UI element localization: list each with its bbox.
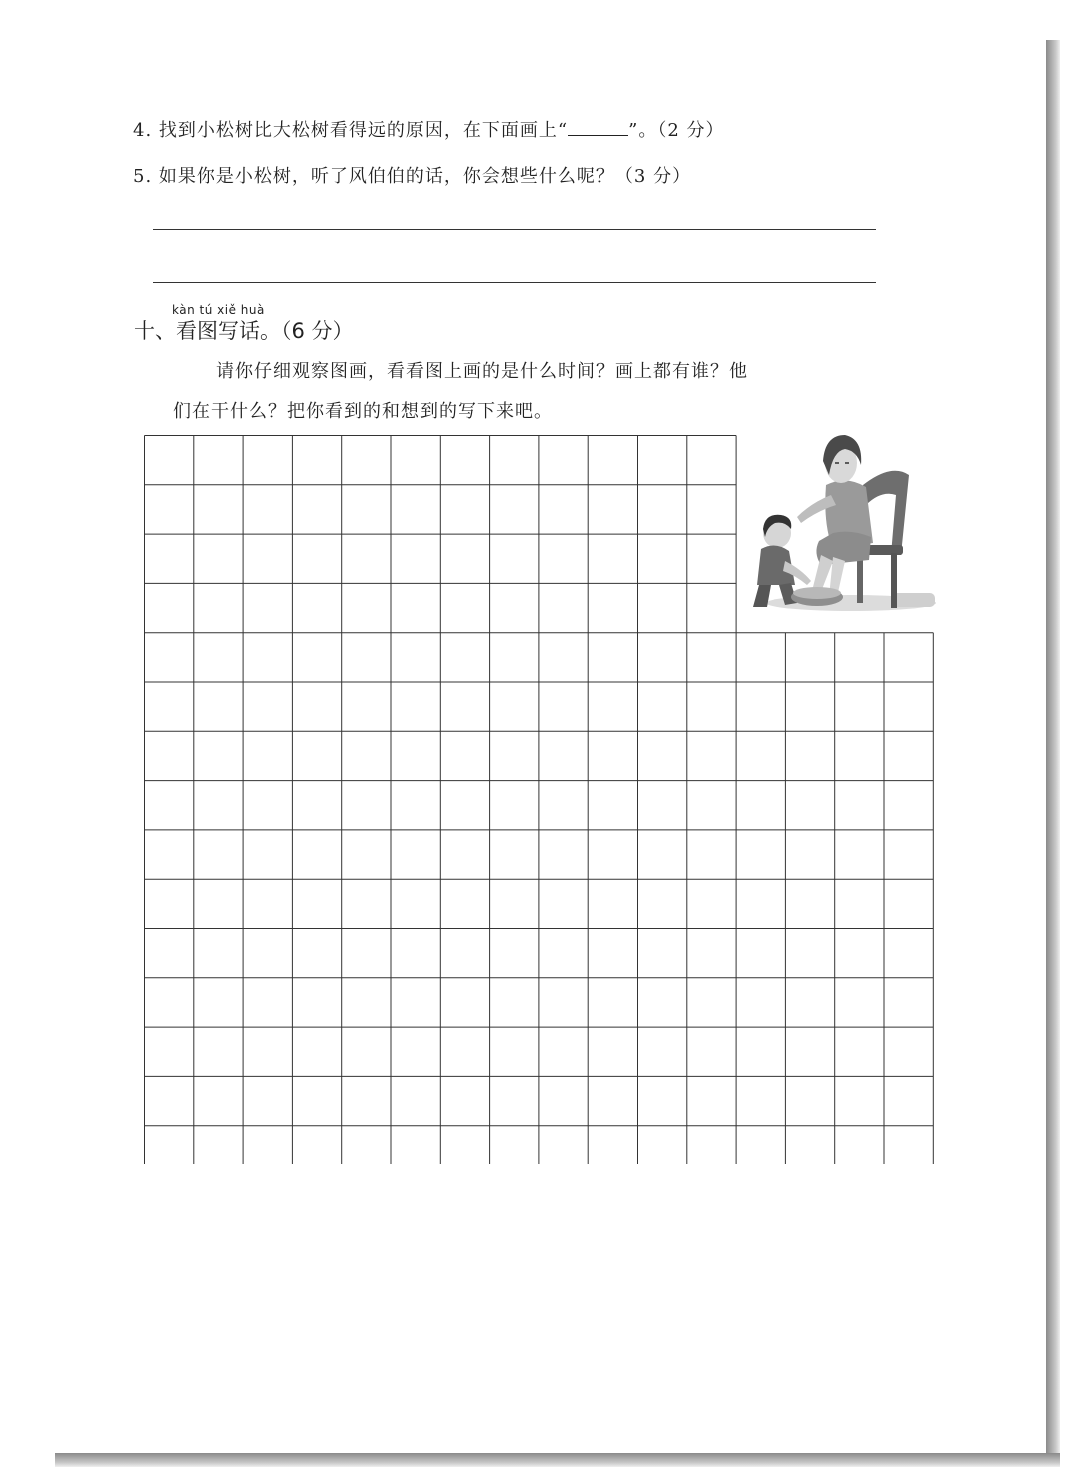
grid-cell[interactable] (884, 781, 933, 830)
grid-cell[interactable] (440, 1076, 489, 1125)
grid-cell[interactable] (785, 633, 834, 682)
grid-cell[interactable] (490, 1027, 539, 1076)
grid-cell[interactable] (194, 830, 243, 879)
grid-cell[interactable] (342, 830, 391, 879)
grid-cell[interactable] (342, 682, 391, 731)
grid-cell[interactable] (194, 633, 243, 682)
grid-cell[interactable] (243, 1126, 292, 1164)
grid-cell[interactable] (342, 731, 391, 780)
grid-cell[interactable] (145, 978, 194, 1027)
page-shadow-bottom (55, 1453, 1060, 1467)
grid-cell[interactable] (490, 682, 539, 731)
grid-cell[interactable] (884, 929, 933, 978)
grid-cell[interactable] (539, 929, 588, 978)
grid-cell[interactable] (292, 534, 341, 583)
grid-cell[interactable] (292, 1027, 341, 1076)
grid-cell[interactable] (539, 534, 588, 583)
grid-cell[interactable] (539, 633, 588, 682)
grid-cell[interactable] (440, 879, 489, 928)
grid-cell[interactable] (440, 485, 489, 534)
grid-cell[interactable] (194, 534, 243, 583)
grid-cell[interactable] (342, 583, 391, 632)
grid-cell[interactable] (539, 1126, 588, 1164)
grid-cell[interactable] (440, 583, 489, 632)
answer-line-1[interactable] (153, 229, 876, 230)
grid-cell[interactable] (342, 633, 391, 682)
grid-cell[interactable] (884, 633, 933, 682)
grid-cell[interactable] (292, 781, 341, 830)
grid-cell[interactable] (539, 436, 588, 485)
grid-cell[interactable] (785, 781, 834, 830)
grid-cell[interactable] (835, 830, 884, 879)
grid-cell[interactable] (736, 731, 785, 780)
grid-cell[interactable] (342, 534, 391, 583)
section-10-pinyin: kàn tú xiě huà (172, 303, 265, 317)
grid-cell[interactable] (736, 781, 785, 830)
grid-cell[interactable] (243, 830, 292, 879)
grid-cell[interactable] (243, 682, 292, 731)
grid-cell[interactable] (292, 978, 341, 1027)
grid-cell[interactable] (638, 682, 687, 731)
grid-cell[interactable] (391, 978, 440, 1027)
grid-cell[interactable] (490, 978, 539, 1027)
grid-cell[interactable] (145, 534, 194, 583)
grid-cell[interactable] (490, 485, 539, 534)
grid-cell[interactable] (785, 978, 834, 1027)
grid-cell[interactable] (391, 929, 440, 978)
grid-cell[interactable] (342, 978, 391, 1027)
grid-cell[interactable] (243, 485, 292, 534)
grid-cell[interactable] (638, 731, 687, 780)
grid-cell[interactable] (884, 1126, 933, 1164)
grid-cell[interactable] (440, 436, 489, 485)
grid-cell[interactable] (490, 781, 539, 830)
grid-cell[interactable] (342, 879, 391, 928)
section-10-heading: 十、看图写话。（6 分） (134, 319, 354, 343)
grid-cell[interactable] (490, 929, 539, 978)
grid-cell[interactable] (638, 1126, 687, 1164)
grid-cell[interactable] (145, 682, 194, 731)
grid-cell[interactable] (638, 633, 687, 682)
grid-cell[interactable] (687, 485, 736, 534)
grid-cell[interactable] (539, 879, 588, 928)
boy-washing-mother-feet-illustration (741, 425, 937, 621)
grid-cell[interactable] (884, 731, 933, 780)
grid-cell[interactable] (243, 1027, 292, 1076)
grid-cell[interactable] (391, 1076, 440, 1125)
grid-cell[interactable] (884, 682, 933, 731)
grid-cell[interactable] (391, 879, 440, 928)
grid-cell[interactable] (539, 781, 588, 830)
grid-cell[interactable] (785, 1126, 834, 1164)
grid-cell[interactable] (588, 978, 637, 1027)
grid-cell[interactable] (243, 534, 292, 583)
grid-cell[interactable] (391, 731, 440, 780)
grid-cell[interactable] (687, 1126, 736, 1164)
grid-cell[interactable] (391, 534, 440, 583)
question-5-text: 如果你是小松树，听了风伯伯的话，你会想些什么呢？（3 分） (158, 166, 692, 187)
grid-cell[interactable] (835, 1076, 884, 1125)
grid-cell[interactable] (687, 978, 736, 1027)
grid-cell[interactable] (194, 929, 243, 978)
grid-cell[interactable] (342, 929, 391, 978)
grid-cell[interactable] (835, 633, 884, 682)
grid-cell[interactable] (588, 1126, 637, 1164)
grid-cell[interactable] (292, 731, 341, 780)
section-10-instruction-1: 请你仔细观察图画，看看图上画的是什么时间？画上都有谁？他 (216, 361, 748, 382)
grid-cell[interactable] (490, 436, 539, 485)
grid-cell[interactable] (687, 682, 736, 731)
grid-cell[interactable] (687, 731, 736, 780)
grid-cell[interactable] (440, 978, 489, 1027)
grid-cell[interactable] (835, 879, 884, 928)
grid-cell[interactable] (490, 830, 539, 879)
grid-cell[interactable] (440, 830, 489, 879)
grid-cell[interactable] (490, 731, 539, 780)
grid-cell[interactable] (588, 830, 637, 879)
grid-cell[interactable] (835, 781, 884, 830)
grid-cell[interactable] (243, 929, 292, 978)
grid-cell[interactable] (835, 1126, 884, 1164)
grid-cell[interactable] (490, 1126, 539, 1164)
grid-cell[interactable] (539, 1027, 588, 1076)
grid-cell[interactable] (440, 1027, 489, 1076)
grid-cell[interactable] (145, 633, 194, 682)
grid-cell[interactable] (588, 731, 637, 780)
grid-cell[interactable] (342, 1126, 391, 1164)
grid-cell[interactable] (638, 830, 687, 879)
grid-cell[interactable] (785, 1076, 834, 1125)
grid-cell[interactable] (588, 436, 637, 485)
grid-cell[interactable] (884, 830, 933, 879)
grid-cell[interactable] (145, 583, 194, 632)
grid-cell[interactable] (391, 633, 440, 682)
question-4-number: 4. (133, 120, 153, 141)
grid-cell[interactable] (539, 978, 588, 1027)
grid-cell[interactable] (440, 1126, 489, 1164)
grid-cell[interactable] (292, 879, 341, 928)
grid-cell[interactable] (785, 731, 834, 780)
grid-cell[interactable] (539, 682, 588, 731)
grid-cell[interactable] (638, 879, 687, 928)
grid-cell[interactable] (194, 682, 243, 731)
grid-cell[interactable] (440, 781, 489, 830)
grid-cell[interactable] (391, 830, 440, 879)
grid-cell[interactable] (145, 1076, 194, 1125)
grid-cell[interactable] (835, 682, 884, 731)
grid-cell[interactable] (243, 633, 292, 682)
question-4-text: 找到小松树比大松树看得远的原因，在下面画上“ (158, 120, 569, 141)
grid-cell[interactable] (736, 682, 785, 731)
grid-cell[interactable] (292, 830, 341, 879)
grid-cell[interactable] (736, 1027, 785, 1076)
grid-cell[interactable] (687, 436, 736, 485)
grid-cell[interactable] (588, 1076, 637, 1125)
grid-cell[interactable] (243, 731, 292, 780)
grid-cell[interactable] (638, 583, 687, 632)
grid-cell[interactable] (687, 1076, 736, 1125)
grid-cell[interactable] (243, 436, 292, 485)
grid-cell[interactable] (884, 1027, 933, 1076)
grid-cell[interactable] (391, 682, 440, 731)
grid-cell[interactable] (835, 929, 884, 978)
grid-cell[interactable] (391, 436, 440, 485)
grid-cell[interactable] (835, 1027, 884, 1076)
grid-cell[interactable] (785, 879, 834, 928)
grid-cell[interactable] (835, 978, 884, 1027)
grid-cell[interactable] (145, 436, 194, 485)
grid-cell[interactable] (490, 879, 539, 928)
grid-cell[interactable] (835, 731, 884, 780)
grid-cell[interactable] (736, 978, 785, 1027)
grid-cell[interactable] (391, 1027, 440, 1076)
grid-cell[interactable] (194, 1027, 243, 1076)
grid-cell[interactable] (539, 1076, 588, 1125)
grid-cell[interactable] (785, 929, 834, 978)
grid-cell[interactable] (785, 682, 834, 731)
grid-cell[interactable] (588, 781, 637, 830)
grid-cell[interactable] (638, 1027, 687, 1076)
grid-cell[interactable] (638, 1076, 687, 1125)
grid-cell[interactable] (292, 633, 341, 682)
grid-cell[interactable] (736, 1126, 785, 1164)
grid-cell[interactable] (145, 731, 194, 780)
grid-cell[interactable] (884, 879, 933, 928)
grid-cell[interactable] (440, 731, 489, 780)
grid-cell[interactable] (145, 929, 194, 978)
grid-cell[interactable] (884, 978, 933, 1027)
grid-cell[interactable] (194, 731, 243, 780)
grid-cell[interactable] (638, 534, 687, 583)
grid-cell[interactable] (736, 633, 785, 682)
grid-cell[interactable] (194, 978, 243, 1027)
grid-cell[interactable] (687, 1027, 736, 1076)
page-shadow-right (1046, 40, 1060, 1460)
grid-cell[interactable] (736, 929, 785, 978)
grid-cell[interactable] (785, 1027, 834, 1076)
grid-cell[interactable] (342, 485, 391, 534)
question-5-number: 5. (133, 166, 153, 187)
grid-cell[interactable] (145, 830, 194, 879)
grid-cell[interactable] (736, 830, 785, 879)
grid-cell[interactable] (638, 978, 687, 1027)
grid-cell[interactable] (736, 879, 785, 928)
grid-cell[interactable] (490, 534, 539, 583)
grid-cell[interactable] (687, 633, 736, 682)
question-5 (133, 162, 691, 188)
grid-cell[interactable] (145, 485, 194, 534)
grid-cell[interactable] (490, 633, 539, 682)
grid-cell[interactable] (687, 929, 736, 978)
grid-cell[interactable] (539, 485, 588, 534)
question-4-blank (568, 119, 628, 136)
grid-cell[interactable] (194, 1076, 243, 1125)
grid-cell[interactable] (292, 583, 341, 632)
section-10-instruction-2: 们在干什么？把你看到的和想到的写下来吧。 (173, 401, 553, 422)
grid-cell[interactable] (194, 485, 243, 534)
grid-cell[interactable] (342, 781, 391, 830)
grid-cell[interactable] (687, 534, 736, 583)
grid-cell[interactable] (638, 436, 687, 485)
grid-cell[interactable] (145, 1126, 194, 1164)
grid-cell[interactable] (440, 534, 489, 583)
question-4-score: ”。（2 分） (628, 120, 725, 141)
grid-cell[interactable] (243, 1076, 292, 1125)
grid-cell[interactable] (243, 879, 292, 928)
grid-cell[interactable] (638, 929, 687, 978)
grid-cell[interactable] (687, 879, 736, 928)
grid-cell[interactable] (588, 682, 637, 731)
grid-cell[interactable] (145, 1027, 194, 1076)
grid-cell[interactable] (785, 830, 834, 879)
grid-cell[interactable] (588, 485, 637, 534)
grid-cell[interactable] (687, 781, 736, 830)
grid-cell[interactable] (243, 978, 292, 1027)
grid-cell[interactable] (588, 929, 637, 978)
grid-cell[interactable] (292, 929, 341, 978)
grid-cell[interactable] (539, 830, 588, 879)
grid-cell[interactable] (145, 781, 194, 830)
grid-cell[interactable] (638, 485, 687, 534)
grid-cell[interactable] (539, 731, 588, 780)
grid-cell[interactable] (490, 1076, 539, 1125)
grid-cell[interactable] (440, 929, 489, 978)
grid-cell[interactable] (687, 830, 736, 879)
grid-cell[interactable] (292, 682, 341, 731)
grid-cell[interactable] (292, 1126, 341, 1164)
grid-cell[interactable] (292, 436, 341, 485)
grid-cell[interactable] (638, 781, 687, 830)
grid-cell[interactable] (588, 879, 637, 928)
answer-line-2[interactable] (153, 282, 876, 283)
grid-cell[interactable] (342, 1076, 391, 1125)
question-4 (133, 116, 725, 142)
grid-cell[interactable] (194, 1126, 243, 1164)
grid-cell[interactable] (588, 1027, 637, 1076)
grid-cell[interactable] (243, 583, 292, 632)
grid-cell[interactable] (145, 879, 194, 928)
grid-cell[interactable] (588, 583, 637, 632)
grid-cell[interactable] (440, 682, 489, 731)
grid-cell[interactable] (292, 485, 341, 534)
grid-cell[interactable] (539, 583, 588, 632)
grid-cell[interactable] (194, 436, 243, 485)
grid-cell[interactable] (687, 583, 736, 632)
grid-cell[interactable] (292, 1076, 341, 1125)
grid-cell[interactable] (490, 583, 539, 632)
grid-cell[interactable] (391, 485, 440, 534)
grid-cell[interactable] (736, 1076, 785, 1125)
grid-cell[interactable] (243, 781, 292, 830)
grid-cell[interactable] (391, 583, 440, 632)
grid-cell[interactable] (194, 781, 243, 830)
grid-cell[interactable] (588, 534, 637, 583)
grid-cell[interactable] (342, 1027, 391, 1076)
grid-cell[interactable] (194, 583, 243, 632)
grid-cell[interactable] (884, 1076, 933, 1125)
grid-cell[interactable] (588, 633, 637, 682)
grid-cell[interactable] (342, 436, 391, 485)
grid-cell[interactable] (440, 633, 489, 682)
grid-cell[interactable] (194, 879, 243, 928)
grid-cell[interactable] (391, 1126, 440, 1164)
grid-cell[interactable] (391, 781, 440, 830)
